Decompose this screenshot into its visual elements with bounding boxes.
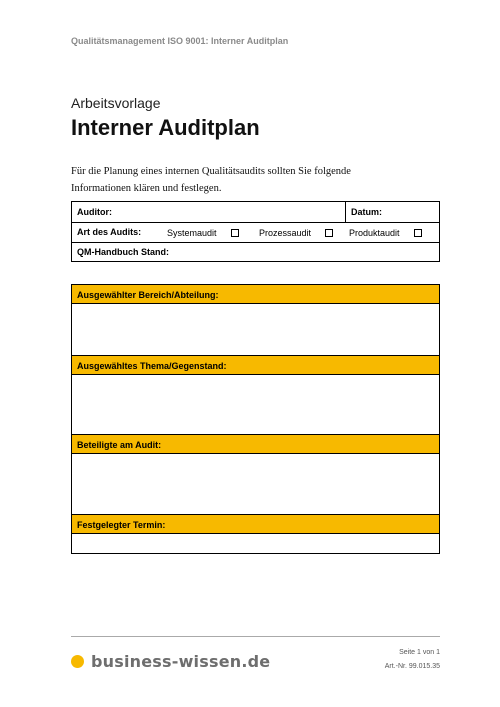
page-number: Seite 1 von 1 [399,649,440,656]
section-termin-header: Festgelegter Termin: [72,515,439,534]
qm-label: QM-Handbuch Stand: [77,247,169,257]
datum-label: Datum: [351,207,382,217]
footer-divider [71,636,440,637]
prozessaudit-checkbox[interactable] [325,229,333,237]
brand-logo [71,652,270,671]
intro-line-1: Für die Planung eines internen Qualitätsaudits sollten Sie folgende [71,166,351,177]
page-title: Interner Auditplan [71,115,260,140]
section-bereich-header: Ausgewählter Bereich/Abteilung: [72,285,439,304]
intro-text [71,163,441,197]
intro-line-2: Informationen klären und festlegen. [71,183,222,194]
section-beteiligte-header: Beteiligte am Audit: [72,435,439,454]
option-systemaudit[interactable] [167,228,239,238]
option-produktaudit-label: Produktaudit [349,228,400,238]
section-thema-header: Ausgewähltes Thema/Gegenstand: [72,356,439,375]
document-kicker: Arbeitsvorlage [71,95,161,111]
systemaudit-checkbox[interactable] [231,229,239,237]
datum-divider [345,202,346,222]
info-row-art [72,222,439,243]
page-info [385,646,440,674]
option-prozessaudit-label: Prozessaudit [259,228,312,238]
logo-text: business-wissen.de [91,652,271,671]
section-bereich [71,284,440,356]
section-thema [71,355,440,435]
section-termin [71,514,440,554]
article-number: Art.-Nr. 99.015.35 [384,663,440,670]
section-beteiligte [71,434,440,515]
document-header: Qualitätsmanagement ISO 9001: Interner Auditplan [71,36,289,46]
info-row-auditor [72,202,439,223]
auditor-label: Auditor: [77,207,112,217]
produktaudit-checkbox[interactable] [414,229,422,237]
art-label: Art des Audits: [77,227,142,237]
option-prozessaudit[interactable] [259,228,333,238]
option-systemaudit-label: Systemaudit [167,228,217,238]
audit-info-table [71,201,440,262]
option-produktaudit[interactable] [349,228,422,238]
logo-dot-icon [71,655,84,668]
info-row-qm [72,242,439,261]
